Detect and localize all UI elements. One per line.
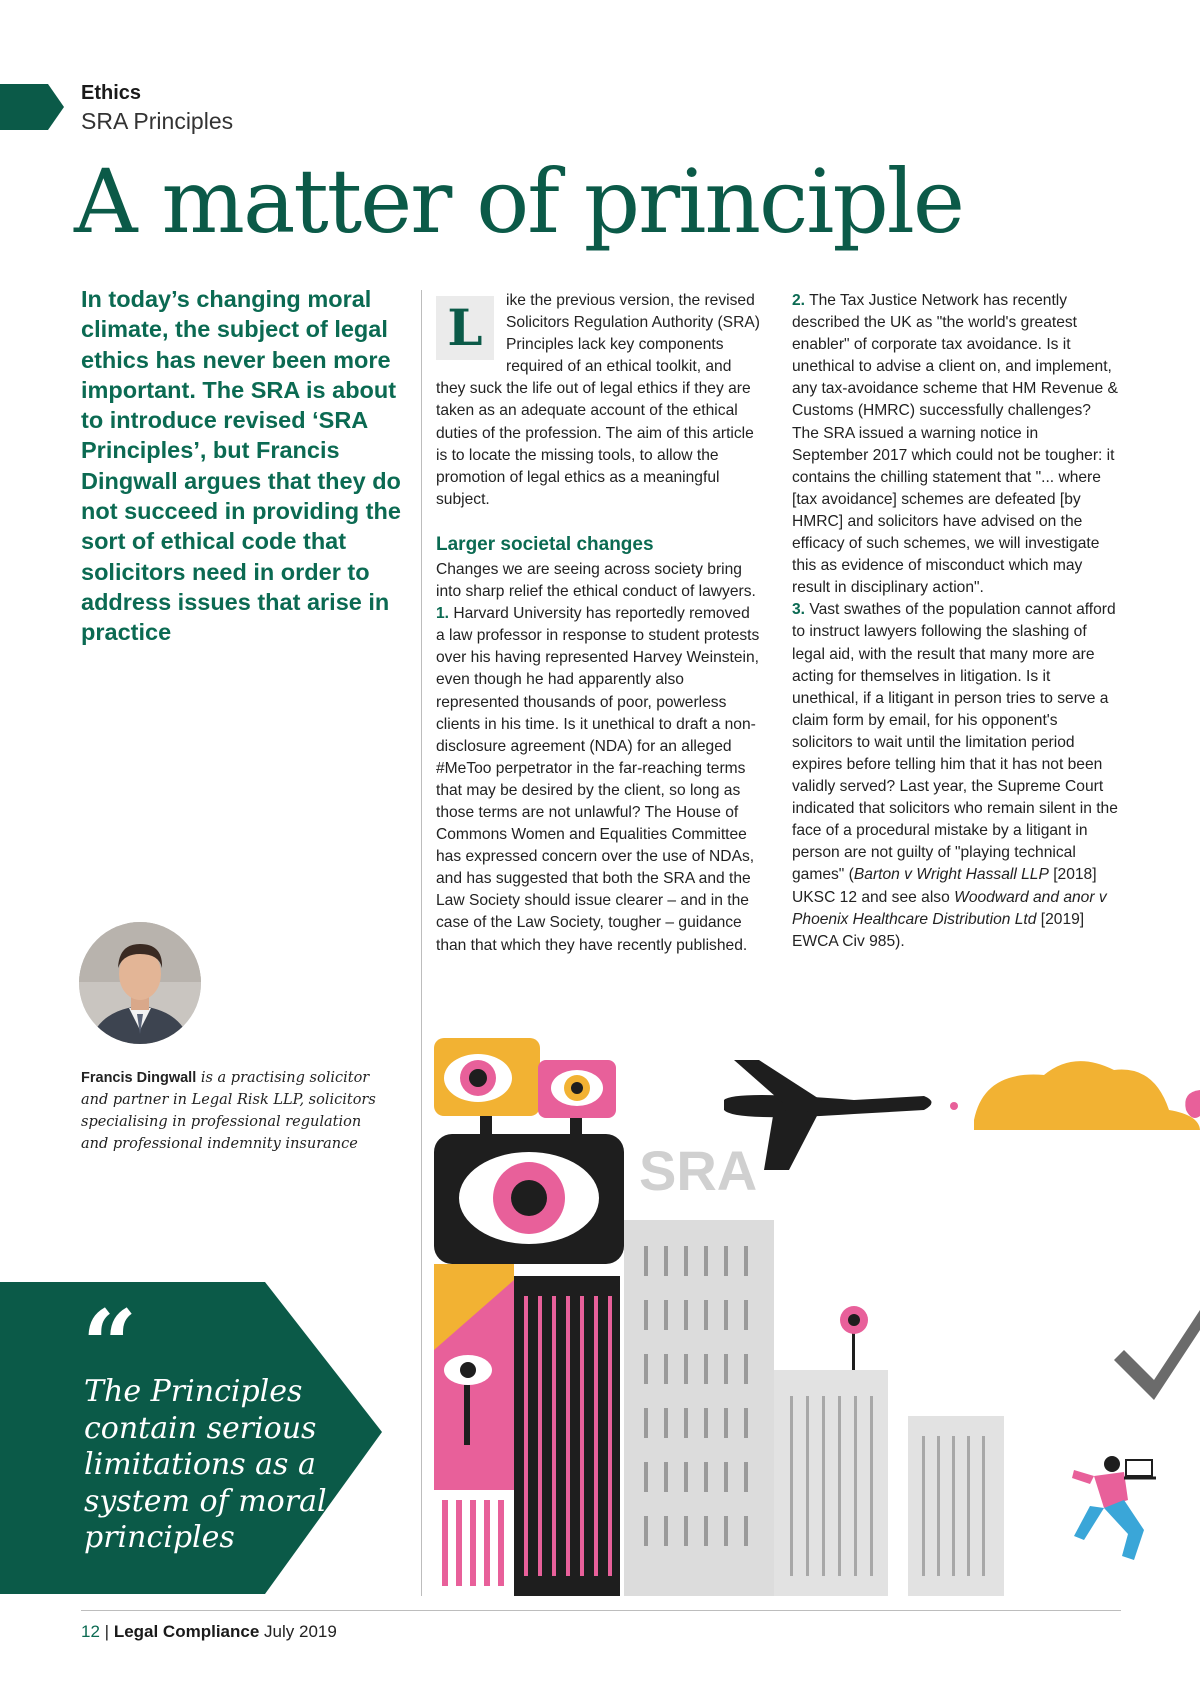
drop-cap: L	[436, 296, 494, 360]
point-3	[792, 599, 1118, 953]
author-portrait-image	[79, 922, 201, 1044]
article-intro: ike the previous version, the revised Solicitors Regulation Authority (SRA) Principles lack key components required of an ethical toolkit, and they suck the life out of legal ethics if they are taken as an adequate account of the ethical duties of the profession. The aim of this article is to locate the missing tools, to allow the promotion of legal ethics as a meaningful subject.	[436, 292, 760, 508]
small-building	[908, 1416, 1004, 1596]
article-subheading: Larger societal changes	[436, 533, 654, 555]
subsection-label: SRA Principles	[81, 108, 234, 134]
footer-rule	[81, 1610, 1121, 1611]
orange-eye-icon	[434, 1038, 540, 1134]
author-bio	[81, 1067, 381, 1155]
point-1	[436, 603, 762, 957]
point-2	[792, 290, 1118, 599]
sra-sign-text: SRA	[639, 1139, 758, 1202]
black-building	[514, 1276, 620, 1596]
point-1-number: 1.	[436, 605, 450, 623]
quote-mark-icon: “	[82, 1289, 138, 1402]
point-3-text-b: [2018] UKSC 12 and see also	[792, 866, 1097, 906]
point-3-number: 3.	[792, 601, 806, 619]
point-3-text-c: [2019] EWCA Civ 985).	[792, 910, 1085, 950]
footer-separator: |	[104, 1622, 110, 1641]
publication-name: Legal Compliance	[113, 1622, 260, 1641]
mid-building	[774, 1306, 888, 1596]
standfirst: In today’s changing moral climate, the subject of legal ethics has never been more important. The SRA is about to introduce revised ‘SRA Principles’, but Francis Dingwall argues that they do not succeed in providing the sort of ethical code that solicitors need in order to address issues that arise in practice	[81, 286, 401, 646]
page-number: 12	[81, 1622, 100, 1641]
point-2-number: 2.	[792, 292, 806, 309]
column-divider	[421, 290, 422, 1596]
author-bio-text: is a practising solicitor and partner in Legal Risk LLP, solicitors specialising in professional regulation and professional indemnity insurance	[81, 1070, 376, 1152]
cloud-shape	[974, 1061, 1200, 1130]
section-tab-marker	[0, 84, 64, 130]
surveillance-illustration	[434, 1030, 1200, 1596]
case-citation-1: Barton v Wright Hassall LLP	[853, 866, 1049, 884]
author-name: Francis Dingwall	[81, 1070, 197, 1086]
article-headline: A matter of principle	[74, 150, 964, 253]
author-portrait	[79, 922, 201, 1044]
article-column-1	[436, 290, 762, 957]
section-label: Ethics	[81, 82, 142, 104]
article-lead: Changes we are seeing across society bring into sharp relief the ethical conduct of lawyers.	[436, 560, 756, 601]
airplane-icon	[724, 1060, 966, 1170]
issue-date: July 2019	[264, 1622, 337, 1641]
article-column-2	[792, 290, 1118, 953]
pink-shape	[1185, 1090, 1200, 1118]
pull-quote-text: The Principles contain serious limitations as a system of moral principles	[84, 1374, 327, 1555]
case-citation-2: Woodward and anor v Phoenix Healthcare Distribution Ltd	[792, 888, 1107, 928]
page-footer	[81, 1622, 337, 1642]
point-1-text: Harvard University has reportedly removed a law professor in response to student protests over his having represented Harvey Weinstein, even though he had apparently also represented thousands of poor, powerless clients in his time. Is it unethical to draft a non-disclosure agreement (NDA) for an alleged #MeToo perpetrator in the far-reaching terms that may be desired by the client, so long as those terms are not unlawful? The House of Commons Women and Equalities Committee has expressed concern over the use of NDAs, and has suggested that both the SRA and the Law Society should issue clearer – and in the case of the Law Society, tougher – guidance than that which they have recently published.	[436, 605, 760, 954]
grey-building	[624, 1220, 774, 1596]
running-person-icon	[1072, 1456, 1156, 1560]
checkmark-icon	[1114, 1310, 1200, 1400]
pink-eye-icon	[538, 1060, 616, 1134]
point-3-text-a: Vast swathes of the population cannot afford to instruct lawyers following the slashing of legal aid, with the result that many more are acting for themselves in litigation. Is it unethical, if a litigant in person tries to serve a claim form by email, for his opponent's solicitors to wait until the limitation period expires before telling him that it has not been validly served? Last year, the Supreme Court indicated that solicitors who remain silent in the face of a procedural mistake by a litigant in person are not guilty of "playing technical games" (	[792, 601, 1118, 884]
point-2-text: The Tax Justice Network has recently described the UK as "the world's greatest enabler" of corporate tax avoidance. Is it unethical to advise a client on, and implement, any tax-avoidance scheme that HM Revenue & Customs (HMRC) successfully challenges? The SRA issued a warning notice in September 2017 which could not be tougher: it contains the chilling statement that "... where [tax avoidance] schemes are defeated [by HMRC] and solicitors have advised on the efficacy of such schemes, we will investigate this as evidence of misconduct which may result in disciplinary action".	[792, 292, 1118, 597]
